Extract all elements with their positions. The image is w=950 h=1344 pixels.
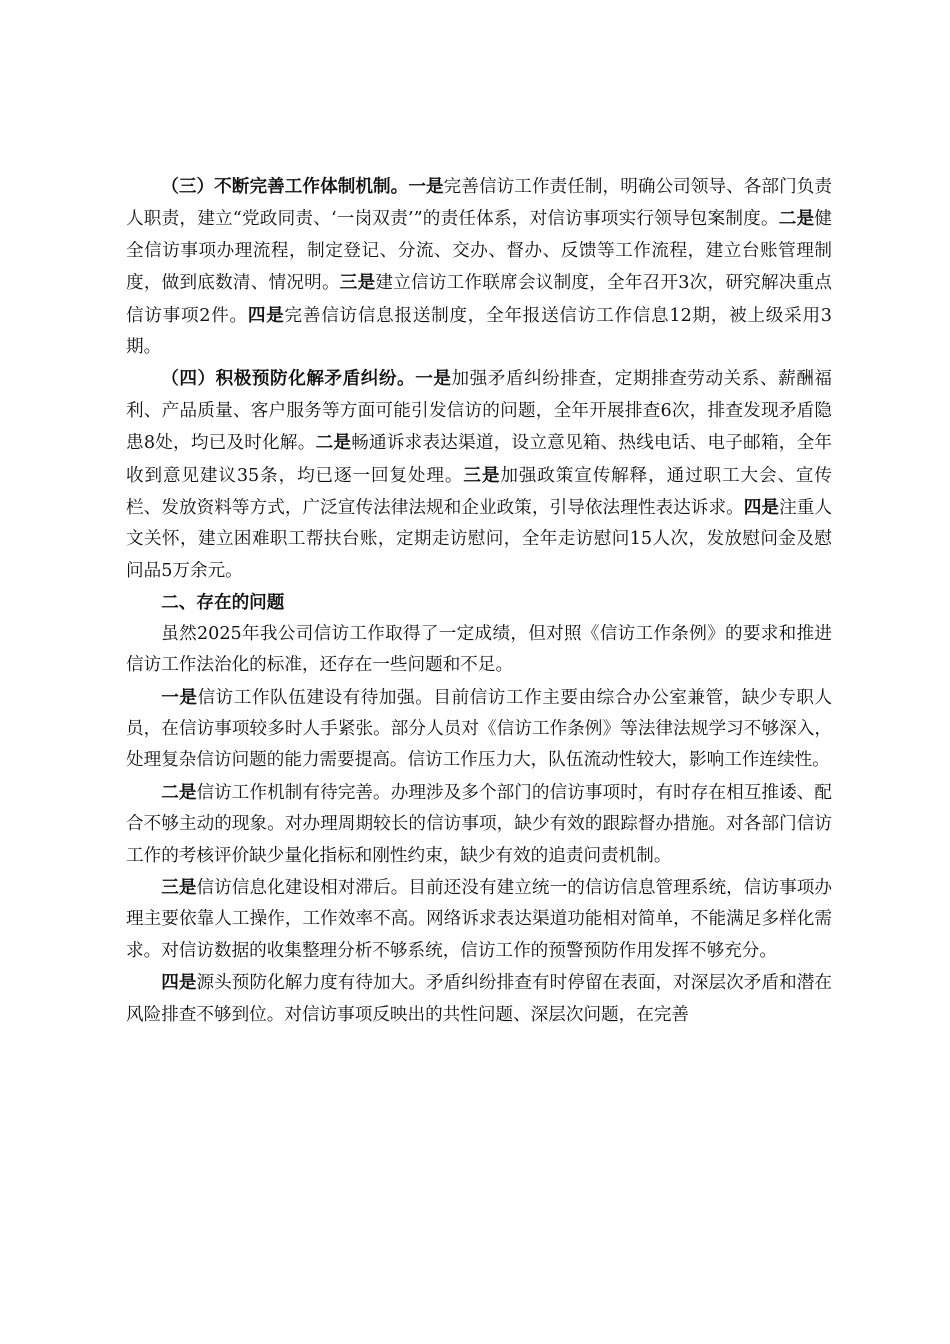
document-body xyxy=(126,171,832,1031)
item-text: 建立信访工作联席会议制度，全年召开3次，研究解决重点信访事项2件。 xyxy=(126,273,832,326)
item-text: 信访工作机制有待完善。办理涉及多个部门的信访事项时，有时存在相互推诿、配合不够主动的现象。对办理周期较长的信访事项，缺少有效的跟踪督办措施。对各部门信访工作的考核评价缺少量化指标和刚性约束，缺少有效的追责问责机制。 xyxy=(126,782,832,866)
item-text: 完善信访信息报送制度，全年报送信访工作信息12期，被上级采用3期。 xyxy=(126,305,832,358)
paragraph-problem-2 xyxy=(126,777,832,872)
paragraph-intro: 虽然2025年我公司信访工作取得了一定成绩，但对照《信访工作条例》的要求和推进信访工作法治化的标准，还存在一些问题和不足。 xyxy=(126,623,832,676)
item-lead: 二是 xyxy=(315,432,352,454)
paragraph-problem-4 xyxy=(126,967,832,1031)
item-text: 完善信访工作责任制，明确公司领导、各部门负责人职责，建立“党政同责、‘一岗双责’”的责任体系，对信访事项实行领导包案制度。 xyxy=(126,177,832,230)
paragraph-section-3 xyxy=(126,171,832,363)
item-lead: 四是 xyxy=(743,497,780,519)
item-text: 注重人文关怀，建立困难职工帮扶台账，定期走访慰问，全年走访慰问15人次，发放慰问金及慰问品5万余元。 xyxy=(126,498,832,581)
section-4-title: （四）积极预防化解矛盾纠纷。 xyxy=(161,368,416,390)
item-lead: 一是 xyxy=(415,368,452,390)
item-lead: 三是 xyxy=(463,464,501,486)
item-text: 源头预防化解力度有待加大。矛盾纠纷排查有时停留在表面，对深层次矛盾和潜在风险排查不够到位。对信访事项反映出的共性问题、深层次问题，在完善 xyxy=(126,973,832,1025)
paragraph-problem-3 xyxy=(126,872,832,967)
item-text: 信访工作队伍建设有待加强。目前信访工作主要由综合办公室兼管，缺少专职人员，在信访事项较多时人手紧张。部分人员对《信访工作条例》等法律法规学习不够深入，处理复杂信访问题的能力需要提高。信访工作压力大，队伍流动性较大，影响工作连续性。 xyxy=(126,687,832,771)
item-lead: 四是 xyxy=(161,972,197,994)
item-text: 畅通诉求表达渠道，设立意见箱、热线电话、电子邮箱，全年收到意见建议35条，均已逐一回复处理。 xyxy=(126,433,832,486)
paragraph-section-4 xyxy=(126,363,832,587)
item-lead: 四是 xyxy=(247,304,285,326)
section-2-heading: 二、存在的问题 xyxy=(161,592,285,614)
item-lead: 三是 xyxy=(161,876,197,898)
item-lead: 二是 xyxy=(161,781,197,803)
item-text: 健全信访事项办理流程，制定登记、分流、交办、督办、反馈等工作流程，建立台账管理制度，做到底数清、情况明。 xyxy=(126,209,832,294)
item-text: 加强矛盾纠纷排查，定期排查劳动关系、薪酬福利、产品质量、客户服务等方面可能引发信访的问题，全年开展排查6次，排查发现矛盾隐患8处，均已及时化解。 xyxy=(126,369,832,454)
item-lead: 三是 xyxy=(339,272,376,294)
paragraph-problem-1 xyxy=(126,682,832,777)
item-text: 加强政策宣传解释，通过职工大会、宣传栏、发放资料等方式，广泛宣传法律法规和企业政策，引导依法理性表达诉求。 xyxy=(126,465,832,519)
item-lead: 一是 xyxy=(161,686,198,708)
item-lead: 一是 xyxy=(408,176,444,197)
item-lead: 二是 xyxy=(778,208,815,230)
section-3-title: （三）不断完善工作体制机制。 xyxy=(161,176,409,197)
item-text: 信访信息化建设相对滞后。目前还没有建立统一的信访信息管理系统，信访事项办理主要依靠人工操作，工作效率不高。网络诉求表达渠道功能相对简单，不能满足多样化需求。对信访数据的收集整理分析不够系统，信访工作的预警预防作用发挥不够充分。 xyxy=(126,877,832,961)
